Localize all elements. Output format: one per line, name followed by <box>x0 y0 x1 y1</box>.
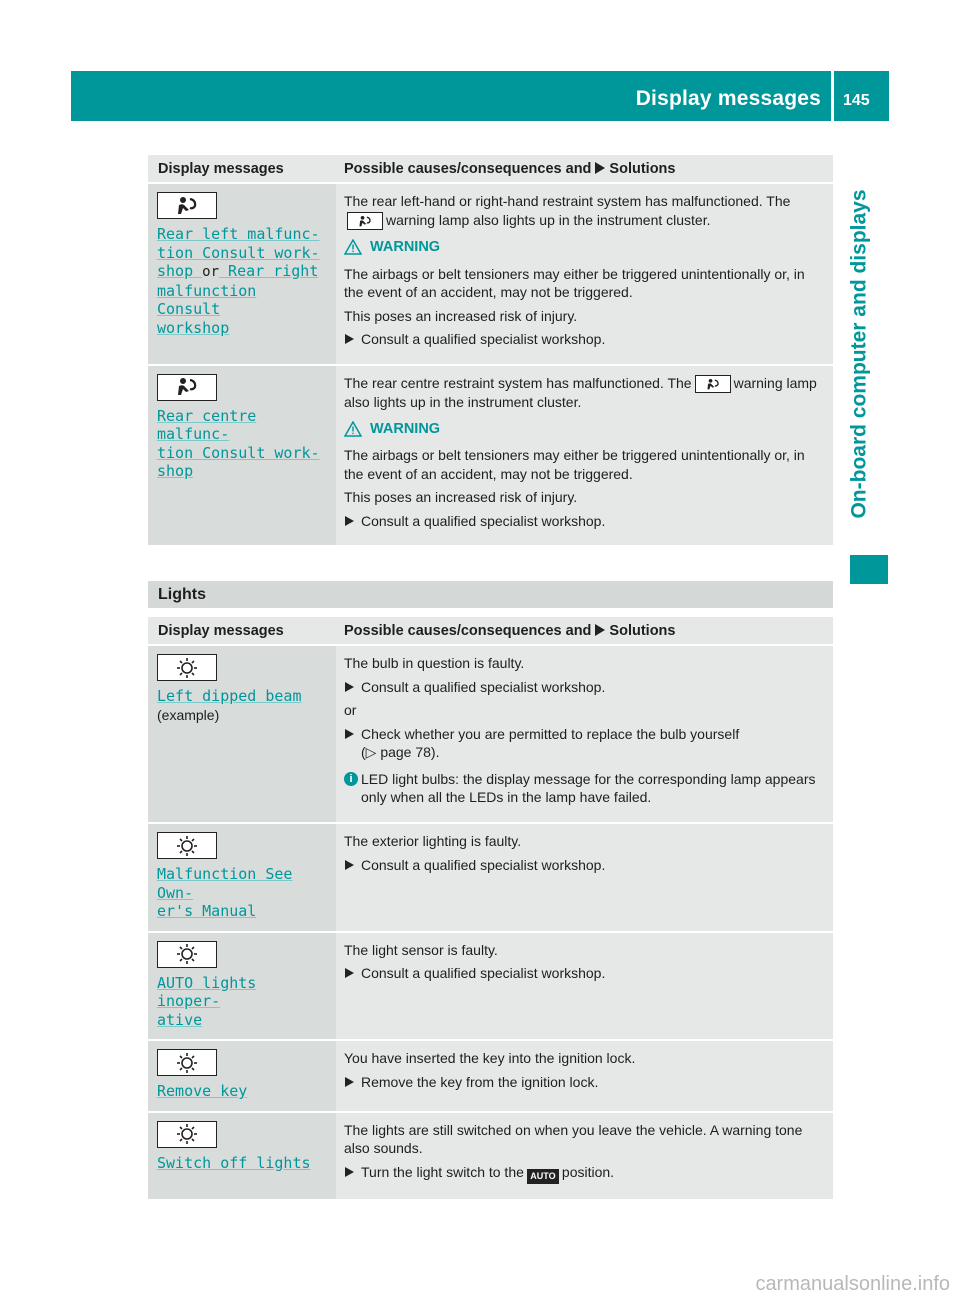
watermark: carmanualsonline.info <box>755 1273 950 1295</box>
table-row <box>148 365 833 547</box>
causes-cell: The exterior lighting is faulty. Consult a qualified specialist workshop. <box>336 823 833 932</box>
step-arrow-icon <box>345 516 354 526</box>
step-arrow-icon <box>345 860 354 870</box>
message-cell <box>148 1040 336 1112</box>
col-header-display-messages: Display messages <box>148 155 336 183</box>
auto-switch-icon: AUTO <box>527 1169 559 1184</box>
step-arrow-icon <box>345 682 354 692</box>
causes-cell: The bulb in question is faulty. Consult a qualified specialist workshop. or Check whether you are permitted to replace the bulb yourself (▷ page 78). i LED light bulbs: the display message for the corresponding lamp appears only when all the LEDs in the lamp have failed. <box>336 645 833 823</box>
airbag-warning-icon <box>157 192 217 219</box>
col-header-display-messages: Display messages <box>148 617 336 645</box>
table-row <box>148 932 833 1041</box>
causes-cell: The rear centre restraint system has malfunctioned. The warning lamp also lights up in the instrument cluster. WARNING The airbags or belt tensioners may either be triggered unintentionally or, in the event of an accident, may not be triggered. This poses an increased risk of injury. Consult a qualified specialist workshop. <box>336 365 833 547</box>
col-header-causes: Possible causes/consequences and Solutions <box>336 155 833 183</box>
message-cell <box>148 183 336 365</box>
message-text: AUTO lights inoper‐ ative <box>157 973 257 1029</box>
table-header-row <box>148 617 833 645</box>
message-cell <box>148 932 336 1041</box>
message-cell <box>148 1112 336 1200</box>
step-arrow-icon <box>345 968 354 978</box>
light-bulb-icon <box>157 654 217 681</box>
message-cell <box>148 823 336 932</box>
table-row <box>148 183 833 365</box>
info-icon: i <box>344 772 358 786</box>
table-header-row <box>148 155 833 183</box>
warning-heading: WARNING <box>344 238 825 257</box>
message-text: Remove key <box>157 1082 248 1100</box>
page-number: 145 <box>843 92 870 109</box>
causes-cell: The lights are still switched on when you leave the vehicle. A warning tone also sounds. Turn the light switch to the AUTO position. <box>336 1112 833 1200</box>
airbag-warning-icon <box>347 212 383 230</box>
chapter-marker <box>850 555 888 584</box>
message-text: Malfunction See Own‐ er's Manual <box>157 865 293 920</box>
warning-heading: WARNING <box>344 420 825 439</box>
message-cell <box>148 645 336 823</box>
restraint-table <box>148 155 833 547</box>
step-arrow-icon <box>345 1167 354 1177</box>
message-text: Left dipped beam <box>157 687 302 705</box>
light-bulb-icon <box>157 832 217 859</box>
table-row <box>148 645 833 823</box>
causes-cell: The rear left-hand or right-hand restraint system has malfunctioned. The warning lamp also lights up in the instrument cluster. WARNING The airbags or belt tensioners may either be triggered unintentionally or, in the event of an accident, may not be triggered. This poses an increased risk of injury. Consult a qualified specialist workshop. <box>336 183 833 365</box>
message-text: Switch off lights <box>157 1153 311 1172</box>
warning-triangle-icon <box>344 239 362 255</box>
causes-cell: You have inserted the key into the ignition lock. Remove the key from the ignition lock. <box>336 1040 833 1112</box>
solutions-arrow-icon <box>595 624 605 636</box>
header-divider <box>831 71 834 121</box>
light-bulb-icon <box>157 1049 217 1076</box>
page-reference: (▷ page 78). <box>361 744 440 760</box>
message-cell <box>148 365 336 547</box>
solutions-arrow-icon <box>595 162 605 174</box>
light-bulb-icon <box>157 941 217 968</box>
info-note: i LED light bulbs: the display message for the corresponding lamp appears only when all the LEDs in the lamp have failed. <box>344 770 825 807</box>
airbag-warning-icon <box>695 375 731 393</box>
side-chapter-label: On-board computer and displays <box>848 189 871 519</box>
table-row <box>148 1112 833 1200</box>
col-header-causes: Possible causes/consequences and Solutions <box>336 617 833 645</box>
message-text: Rear centre malfunc‐ tion Consult work‐ shop <box>157 406 320 480</box>
header-title: Display messages <box>635 87 821 110</box>
causes-cell: The light sensor is faulty. Consult a qualified specialist workshop. <box>336 932 833 1041</box>
section-title-lights: Lights <box>148 581 833 608</box>
lights-table <box>148 617 833 1201</box>
airbag-warning-icon <box>157 374 217 401</box>
page-header <box>71 71 889 121</box>
message-text: Rear left malfunc‐ tion Consult work‐ shop or Rear right malfunction Consult workshop <box>157 225 320 337</box>
step-arrow-icon <box>345 334 354 344</box>
light-bulb-icon <box>157 1121 217 1148</box>
step-arrow-icon <box>345 1077 354 1087</box>
message-note: (example) <box>157 706 220 723</box>
step-arrow-icon <box>345 729 354 739</box>
warning-triangle-icon <box>344 421 362 437</box>
table-row <box>148 823 833 932</box>
table-row <box>148 1040 833 1112</box>
